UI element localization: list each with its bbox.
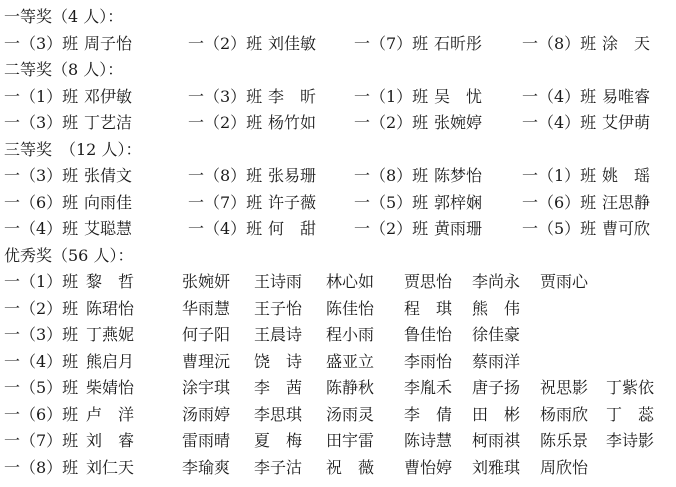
- class-label: 一（3）班: [4, 166, 79, 185]
- student-name: 王晨诗: [254, 325, 303, 344]
- student-name: 曹怡婷: [404, 457, 453, 477]
- award-entry: [4, 110, 133, 136]
- award-entry: [522, 110, 651, 136]
- student-name: 刘 睿: [86, 431, 135, 450]
- student-name: 丁艺洁: [84, 113, 133, 132]
- award-entry: [522, 84, 651, 110]
- student-name: 陈静秋: [326, 378, 375, 397]
- student-name: 熊 伟: [472, 298, 521, 318]
- class-label: 一（5）班: [522, 219, 597, 238]
- student-name: 何 甜: [268, 219, 317, 238]
- award-entry: [188, 31, 317, 57]
- student-name: 姚 瑶: [602, 166, 651, 185]
- student-name: 张婉婷: [434, 113, 483, 132]
- student-name: 华雨慧: [182, 298, 231, 318]
- class-label: 一（8）班: [522, 33, 597, 53]
- student-name: 陈乐景: [540, 431, 589, 450]
- class-label: 一（4）班: [522, 113, 597, 132]
- student-name: 黄雨珊: [434, 219, 483, 238]
- student-name: 何子阳: [182, 325, 231, 344]
- student-name: 雷雨晴: [182, 431, 231, 450]
- student-name: 艾聪慧: [84, 219, 133, 238]
- class-label: 一（6）班: [4, 404, 79, 424]
- award-entry: [354, 84, 483, 110]
- award-entry: [188, 216, 317, 242]
- class-label: 一（6）班: [4, 192, 79, 212]
- student-name: 林心如: [326, 272, 375, 291]
- student-name: 刘仁天: [86, 457, 135, 477]
- student-name: 李 倩: [404, 404, 453, 424]
- student-name: 黎 哲: [86, 272, 135, 291]
- class-label: 一（3）班: [4, 325, 79, 344]
- student-name: 邓伊敏: [84, 86, 133, 106]
- class-label: 一（4）班: [4, 351, 79, 371]
- award-entry: [4, 84, 133, 110]
- student-name: 李瑜爽: [182, 457, 231, 477]
- class-label: 一（2）班: [188, 113, 263, 132]
- student-name: 许子薇: [268, 192, 317, 212]
- student-name: 熊启月: [86, 351, 135, 371]
- class-label: 一（7）班: [4, 431, 79, 450]
- student-name: 杨竹如: [268, 113, 317, 132]
- award-entry: [188, 163, 317, 189]
- award-entry: [354, 216, 483, 242]
- class-label: 一（4）班: [188, 219, 263, 238]
- class-label: 一（2）班: [4, 298, 79, 318]
- award-entry: [188, 110, 317, 136]
- student-name: 王子怡: [254, 298, 303, 318]
- student-name: 程小雨: [326, 325, 375, 344]
- student-name: 陈诗慧: [404, 431, 453, 450]
- student-name: 汤雨灵: [326, 404, 375, 424]
- student-name: 张倩文: [84, 166, 133, 185]
- student-name: 夏 梅: [254, 431, 303, 450]
- student-name: 石昕彤: [434, 33, 483, 53]
- student-name: 李胤禾: [404, 378, 453, 397]
- student-name: 贾思怡: [404, 272, 453, 291]
- student-name: 汪思静: [602, 192, 651, 212]
- student-name: 刘雅琪: [472, 457, 521, 477]
- class-label: 一（7）班: [188, 192, 263, 212]
- student-name: 周子怡: [84, 33, 133, 53]
- student-name: 杨雨欣: [540, 404, 589, 424]
- student-name: 郭梓娴: [434, 192, 483, 212]
- student-name: 李 昕: [268, 86, 317, 106]
- class-label: 一（6）班: [522, 192, 597, 212]
- award-entry: [4, 190, 133, 216]
- student-name: 丁 蕊: [606, 404, 655, 424]
- award-entry: [354, 163, 483, 189]
- student-name: 陈梦怡: [434, 166, 483, 185]
- student-name: 陈珺怡: [86, 298, 135, 318]
- student-name: 王诗雨: [254, 272, 303, 291]
- class-label: 一（7）班: [354, 33, 429, 53]
- award-entry: [354, 190, 483, 216]
- student-name: 卢 洋: [86, 404, 135, 424]
- class-label: 一（2）班: [354, 219, 429, 238]
- class-label: 一（3）班: [4, 113, 79, 132]
- student-name: 盛亚立: [326, 351, 375, 371]
- class-label: 一（1）班: [354, 86, 429, 106]
- class-label: 一（2）班: [188, 33, 263, 53]
- student-name: 田 彬: [472, 404, 521, 424]
- student-name: 程 琪: [404, 298, 453, 318]
- student-name: 周欣怡: [540, 457, 589, 477]
- student-name: 李雨怡: [404, 351, 453, 371]
- student-name: 汤雨婷: [182, 404, 231, 424]
- class-label: 一（4）班: [4, 219, 79, 238]
- award-entry: [354, 110, 483, 136]
- award-entry: [188, 190, 317, 216]
- award-entry: [522, 31, 651, 57]
- student-name: 易唯睿: [602, 86, 651, 106]
- award-entry: [522, 216, 651, 242]
- student-name: 蔡雨洋: [472, 351, 521, 371]
- student-name: 柯雨祺: [472, 431, 521, 450]
- class-label: 一（8）班: [188, 166, 263, 185]
- student-name: 张婉妍: [182, 272, 231, 291]
- award-entry: [354, 31, 483, 57]
- award-heading: 二等奖（8 人）：: [4, 60, 124, 79]
- student-name: 张易珊: [268, 166, 317, 185]
- student-name: 徐佳豪: [472, 325, 521, 344]
- student-name: 李子沽: [254, 457, 303, 477]
- student-name: 柴婧怡: [86, 378, 135, 397]
- student-name: 饶 诗: [254, 351, 303, 371]
- student-name: 丁燕妮: [86, 325, 135, 344]
- student-name: 鲁佳怡: [404, 325, 453, 344]
- class-label: 一（3）班: [188, 86, 263, 106]
- class-label: 一（3）班: [4, 33, 79, 53]
- award-heading: 一等奖（4 人）：: [4, 7, 124, 26]
- student-name: 吴 忧: [434, 86, 483, 106]
- award-heading: 三等奖 （12 人）：: [4, 139, 142, 159]
- student-name: 李尚永: [472, 272, 521, 291]
- student-name: 李 茜: [254, 378, 303, 397]
- award-entry: [188, 84, 317, 110]
- class-label: 一（1）班: [4, 86, 79, 106]
- class-label: 一（2）班: [354, 113, 429, 132]
- student-name: 李诗影: [606, 431, 655, 450]
- honor-heading: 优秀奖（56 人）：: [4, 245, 134, 265]
- student-name: 向雨佳: [84, 192, 133, 212]
- student-name: 曹可欣: [602, 219, 651, 238]
- class-label: 一（8）班: [4, 457, 79, 477]
- student-name: 唐子扬: [472, 378, 521, 397]
- award-entry: [522, 163, 651, 189]
- student-name: 田宇雷: [326, 431, 375, 450]
- student-name: 李思琪: [254, 404, 303, 424]
- student-name: 陈佳怡: [326, 298, 375, 318]
- student-name: 艾伊萌: [602, 113, 651, 132]
- student-name: 刘佳敏: [268, 33, 317, 53]
- student-name: 曹理沅: [182, 351, 231, 371]
- student-name: 祝 薇: [326, 457, 375, 477]
- award-entry: [522, 190, 651, 216]
- student-name: 丁紫依: [606, 378, 655, 397]
- student-name: 涂宇琪: [182, 378, 231, 397]
- class-label: 一（5）班: [354, 192, 429, 212]
- award-entry: [4, 216, 133, 242]
- class-label: 一（8）班: [354, 166, 429, 185]
- student-name: 贾雨心: [540, 272, 589, 291]
- student-name: 祝思影: [540, 378, 589, 397]
- award-entry: [4, 163, 133, 189]
- class-label: 一（5）班: [4, 378, 79, 397]
- award-entry: [4, 31, 133, 57]
- student-name: 涂 天: [602, 33, 651, 53]
- class-label: 一（1）班: [522, 166, 597, 185]
- class-label: 一（1）班: [4, 272, 79, 291]
- class-label: 一（4）班: [522, 86, 597, 106]
